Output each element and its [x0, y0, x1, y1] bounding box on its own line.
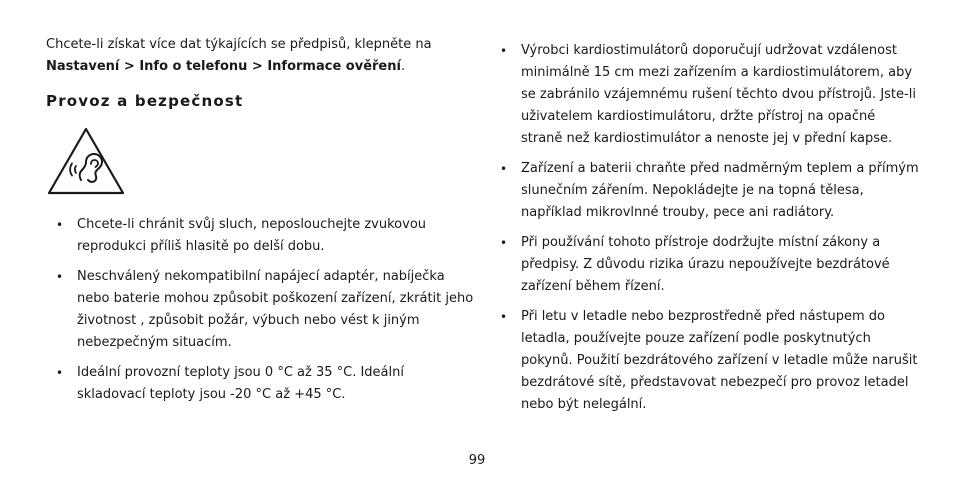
- list-item: [46, 214, 476, 258]
- list-item: [490, 40, 920, 150]
- bullet-dot: •: [56, 366, 64, 380]
- bullet-dot: •: [500, 44, 508, 58]
- list-item: [490, 232, 920, 298]
- hearing-warning-icon: [46, 126, 126, 196]
- bullet-dot: •: [56, 270, 64, 284]
- bullet-dot: •: [500, 236, 508, 250]
- list-item-text: Při používání tohoto přístroje dodržujte místní zákony a předpisy. Z důvodu rizika úrazu nepoužívejte bezdrátové zařízení během řízení.: [521, 235, 890, 294]
- bullet-dot: •: [500, 310, 508, 324]
- settings-path: Nastavení > Info o telefonu > Informace ověření: [46, 59, 401, 74]
- intro-paragraph: [46, 34, 476, 78]
- bullet-dot: •: [500, 162, 508, 176]
- list-item-text: Zařízení a baterii chraňte před nadměrným teplem a přímým slunečním zářením. Nepokládejte je na topná tělesa, například mikrovlnné trouby, pece ani radiátory.: [521, 161, 919, 220]
- list-item: [46, 266, 476, 354]
- list-item-text: Ideální provozní teploty jsou 0 °C až 35 °C. Ideální skladovací teploty jsou -20 °C až +45 °C.: [77, 365, 404, 402]
- list-item: [46, 362, 476, 406]
- section-title: Provoz a bezpečnost: [46, 92, 244, 110]
- list-item-text: Chcete-li chránit svůj sluch, neposlouchejte zvukovou reprodukci příliš hlasitě po delší dobu.: [77, 217, 427, 254]
- left-column: [46, 34, 476, 414]
- right-column: [490, 40, 920, 424]
- page-number: 99: [468, 453, 486, 468]
- list-item: [490, 306, 920, 416]
- list-item-text: Výrobci kardiostimulátorů doporučují udržovat vzdálenost minimálně 15 cm mezi zařízením a kardiostimulátorem, aby se zabránilo vzájemnému rušení těchto dvou přístrojů. Jste-li uživatelem kardiostimulátoru, držte přístroj na opačné straně než kardiostimulátor a nenoste jej v přední kapse.: [521, 43, 916, 146]
- left-bullet-list: [46, 214, 476, 406]
- bullet-dot: •: [56, 218, 64, 232]
- list-item-text: Neschválený nekompatibilní napájecí adaptér, nabíječka nebo baterie mohou způsobit poškození zařízení, zkrátit jeho životnost , způsobit požár, výbuch nebo vést k jiným nebezpečným situacím.: [77, 269, 474, 350]
- list-item: [490, 158, 920, 224]
- list-item-text: Při letu v letadle nebo bezprostředně před nástupem do letadla, používejte pouze zařízení podle poskytnutých pokynů. Použití bezdrátového zařízení v letadle může narušit bezdrátové sítě, představovat nebezpečí pro provoz letadel nebo být nelegální.: [521, 309, 918, 412]
- intro-trailing: .: [400, 59, 406, 74]
- right-bullet-list: [490, 40, 920, 416]
- intro-text: Chcete-li získat více dat týkajících se předpisů, klepněte na: [46, 37, 432, 52]
